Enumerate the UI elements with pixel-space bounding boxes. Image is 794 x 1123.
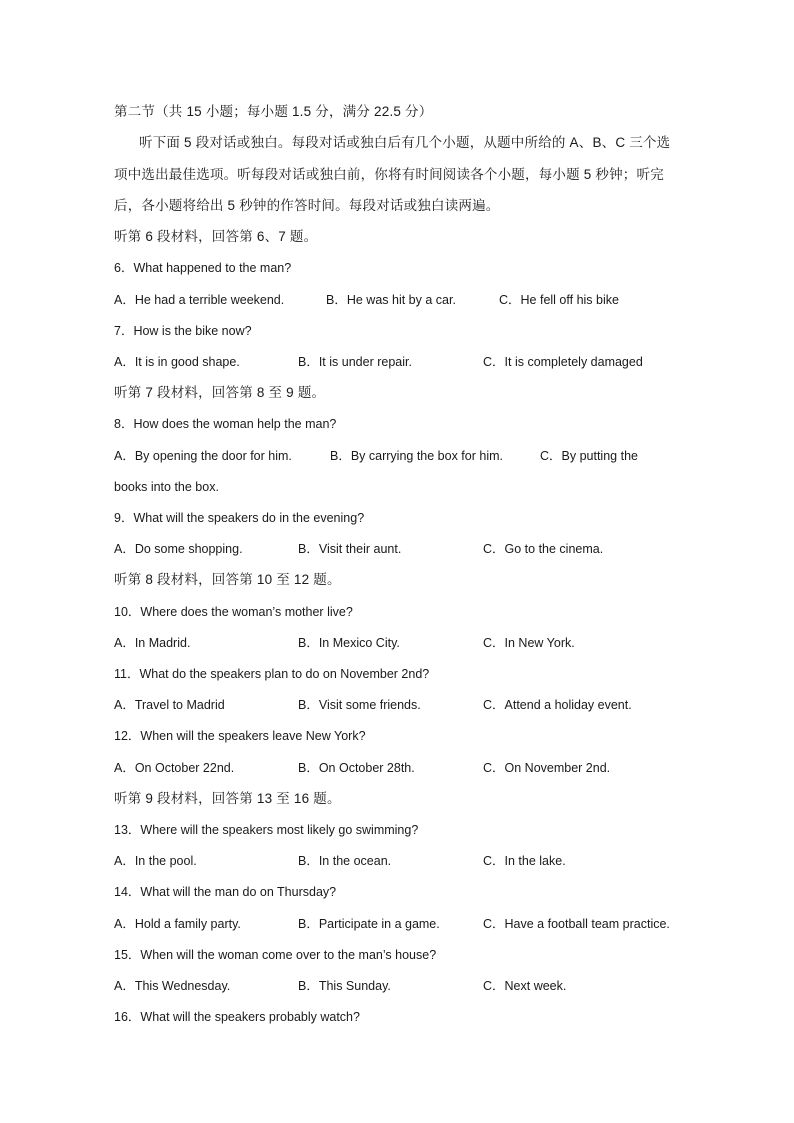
question-13: 13．Where will the speakers most likely go swimming? [114,823,419,837]
option-c: C．It is completely damaged [483,355,643,369]
option-c: C．On November 2nd. [483,761,611,775]
question-14: 14．What will the man do on Thursday? [114,885,337,899]
option-c: C．Next week. [483,979,567,993]
instructions-line-3: 后，各小题将给出 5 秒钟的作答时间。每段对话或独白读两遍。 [114,198,500,213]
option-b: B．In Mexico City. [298,636,400,650]
option-c: C．In the lake. [483,854,566,868]
option-a: A．Hold a family party. [114,917,241,931]
group-heading-3: 听第 8 段材料，回答第 10 至 12 题。 [114,572,341,587]
option-b: B．He was hit by a car. [326,293,456,307]
option-b: B．Visit their aunt. [298,542,402,556]
option-c: C．By putting the [540,449,638,463]
option-b: B．Participate in a game. [298,917,440,931]
question-7: 7．How is the bike now? [114,324,252,338]
section-header: 第二节（共 15 小题；每小题 1.5 分，满分 22.5 分） [114,104,433,119]
option-b: B．This Sunday. [298,979,391,993]
group-heading-1: 听第 6 段材料，回答第 6、7 题。 [114,229,318,244]
option-a: A．This Wednesday. [114,979,231,993]
option-c-continuation: books into the box. [114,480,219,494]
option-a: A．In the pool. [114,854,197,868]
option-b: B．It is under repair. [298,355,412,369]
option-a: A．It is in good shape. [114,355,240,369]
option-b: B．In the ocean. [298,854,392,868]
question-15: 15．When will the woman come over to the man’s house? [114,948,437,962]
option-b: B．On October 28th. [298,761,415,775]
question-10: 10．Where does the woman’s mother live? [114,605,353,619]
question-9: 9．What will the speakers do in the evening? [114,511,365,525]
option-c: C．He fell off his bike [499,293,619,307]
question-8: 8．How does the woman help the man? [114,417,337,431]
question-12: 12．When will the speakers leave New York? [114,729,366,743]
option-a: A．Do some shopping. [114,542,243,556]
question-11: 11．What do the speakers plan to do on November 2nd? [114,667,430,681]
option-b: B．Visit some friends. [298,698,421,712]
instructions-line-1: 听下面 5 段对话或独白。每段对话或独白后有几个小题，从题中所给的 A、B、C 三个选 [139,135,671,150]
option-a: A．He had a terrible weekend. [114,293,285,307]
option-c: C．Attend a holiday event. [483,698,632,712]
instructions-line-2: 项中选出最佳选项。听每段对话或独白前，你将有时间阅读各个小题，每小题 5 秒钟；听完 [114,167,664,182]
option-c: C．In New York. [483,636,575,650]
group-heading-4: 听第 9 段材料，回答第 13 至 16 题。 [114,791,341,806]
option-c: C．Have a football team practice. [483,917,670,931]
question-16: 16．What will the speakers probably watch? [114,1010,360,1024]
option-a: A．Travel to Madrid [114,698,225,712]
option-b: B．By carrying the box for him. [330,449,503,463]
option-a: A．On October 22nd. [114,761,235,775]
option-c: C．Go to the cinema. [483,542,604,556]
group-heading-2: 听第 7 段材料，回答第 8 至 9 题。 [114,385,326,400]
option-a: A．In Madrid. [114,636,191,650]
option-a: A．By opening the door for him. [114,449,292,463]
question-6: 6．What happened to the man? [114,261,292,275]
